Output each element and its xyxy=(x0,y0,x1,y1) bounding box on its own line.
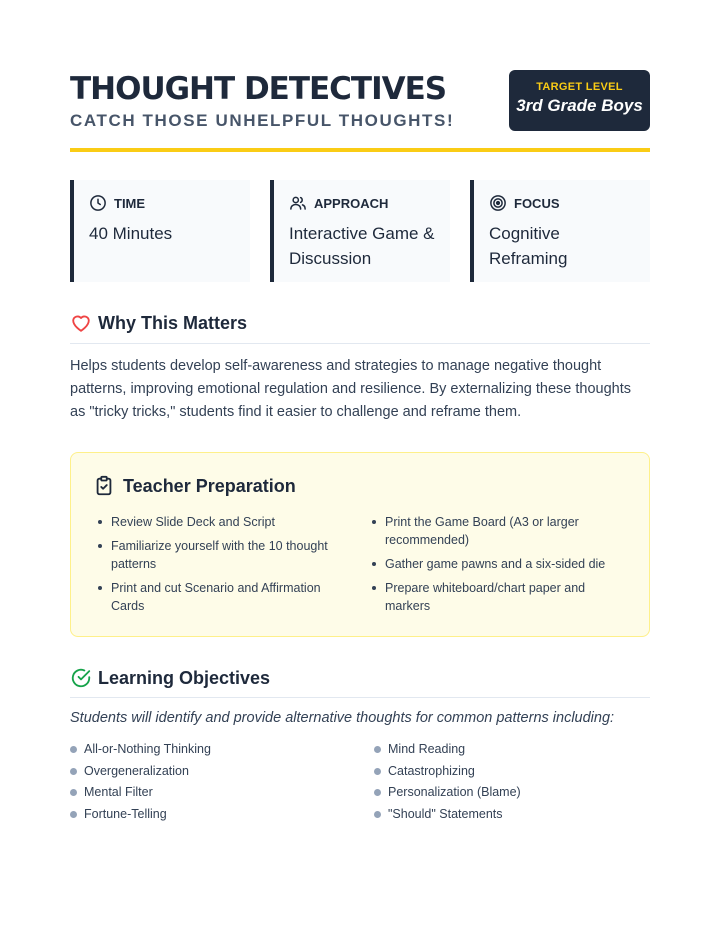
prep-list-left xyxy=(95,513,353,621)
prep-list-right xyxy=(369,513,629,621)
users-icon xyxy=(289,194,307,212)
list-item: Mental Filter xyxy=(70,782,360,804)
list-item: Fortune-Telling xyxy=(70,804,360,826)
teacher-preparation-box xyxy=(70,452,650,637)
page-title: THOUGHT DETECTIVES xyxy=(70,71,447,107)
section-heading: Teacher Preparation xyxy=(123,475,296,496)
list-item: "Should" Statements xyxy=(374,804,650,826)
list-item: Mind Reading xyxy=(374,739,650,761)
why-paragraph: Helps students develop self-awareness and strategies to manage negative thought patterns, improving emotional regulation and resilience. By externalizing these thoughts as "tricky tricks," students find it easier to challenge and reframe them. xyxy=(70,358,631,420)
list-item: Print and cut Scenario and Affirmation Cards xyxy=(95,579,353,615)
header-divider xyxy=(70,148,650,152)
target-icon xyxy=(489,194,507,212)
section-heading: Learning Objectives xyxy=(98,667,271,688)
heart-icon xyxy=(70,312,92,334)
target-level-badge xyxy=(509,70,650,131)
info-card-value: Interactive Game & Discussion xyxy=(289,224,435,268)
info-card-time xyxy=(70,180,250,282)
info-card-focus xyxy=(470,180,650,282)
section-divider xyxy=(70,697,650,698)
list-item: Prepare whiteboard/chart paper and markers xyxy=(369,579,629,615)
objectives-section-title xyxy=(70,663,650,693)
section-divider xyxy=(70,343,650,344)
list-item: Review Slide Deck and Script xyxy=(95,513,353,531)
objectives-intro: Students will identify and provide alternative thoughts for common patterns including: xyxy=(70,710,615,726)
check-circle-icon xyxy=(70,667,92,689)
info-card-value: 40 Minutes xyxy=(89,224,173,243)
why-section-title xyxy=(70,308,650,338)
clipboard-check-icon xyxy=(93,475,115,497)
objectives-list-right xyxy=(374,739,650,825)
list-item: Catastrophizing xyxy=(374,761,650,783)
target-level-value: 3rd Grade Boys xyxy=(516,96,643,115)
info-card-label: APPROACH xyxy=(314,195,389,211)
clock-icon xyxy=(89,194,107,212)
info-cards xyxy=(70,180,650,282)
list-item: Overgeneralization xyxy=(70,761,360,783)
objectives-list-left xyxy=(70,739,360,825)
list-item: Print the Game Board (A3 or larger recommended) xyxy=(369,513,629,549)
page-subtitle: CATCH THOSE UNHELPFUL THOUGHTS! xyxy=(70,111,455,130)
target-level-label: TARGET LEVEL xyxy=(536,81,623,93)
info-card-label: FOCUS xyxy=(514,195,560,211)
list-item: Personalization (Blame) xyxy=(374,782,650,804)
list-item: All-or-Nothing Thinking xyxy=(70,739,360,761)
section-heading: Why This Matters xyxy=(98,312,248,333)
info-card-value: Cognitive Reframing xyxy=(489,224,568,268)
page-header xyxy=(70,70,650,152)
list-item: Gather game pawns and a six-sided die xyxy=(369,555,629,573)
list-item: Familiarize yourself with the 10 thought patterns xyxy=(95,537,353,573)
info-card-approach xyxy=(270,180,450,282)
info-card-label: TIME xyxy=(114,195,146,211)
